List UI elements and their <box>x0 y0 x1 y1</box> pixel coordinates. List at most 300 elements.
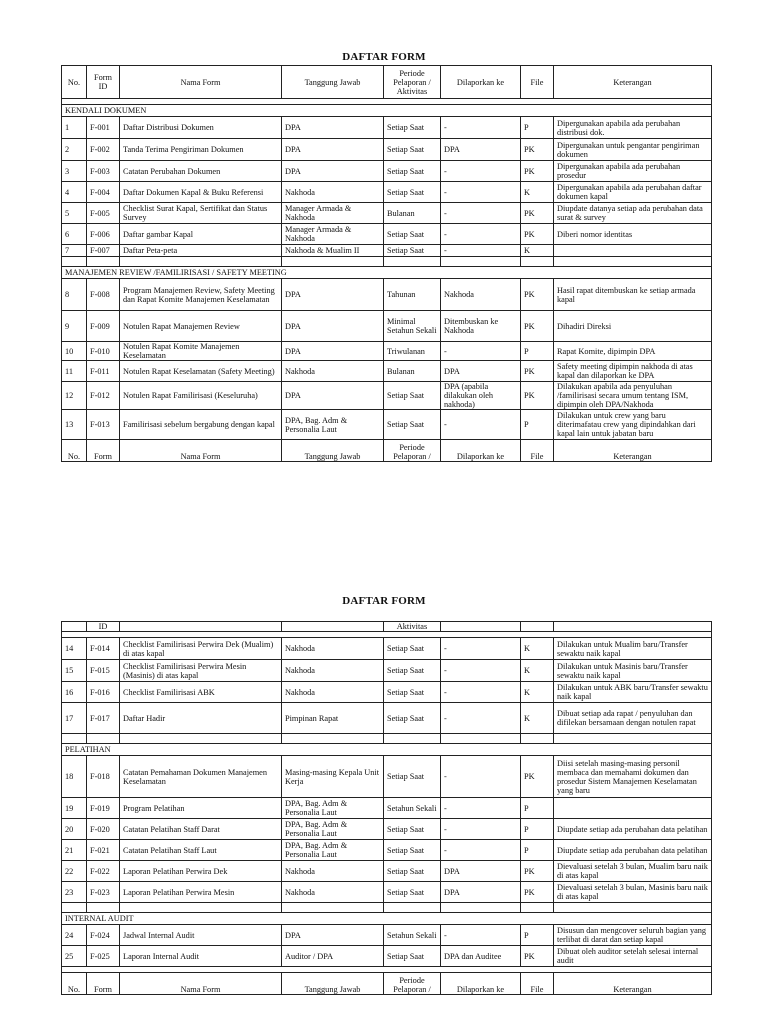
cell-tanggung-jawab: DPA, Bag. Adm & Personalia Laut <box>282 819 384 840</box>
cell-file: P <box>521 819 554 840</box>
cell-periode: Minimal Setahun Sekali <box>384 311 441 342</box>
cell-tanggung-jawab: DPA, Bag. Adm & Personalia Laut <box>282 798 384 819</box>
page-title-2: DAFTAR FORM <box>342 595 426 607</box>
cell-file: PK <box>521 882 554 903</box>
cell-nama-form: Catatan Pemahaman Dokumen Manajemen Keselamatan <box>120 756 282 798</box>
cell-tanggung-jawab: Manager Armada & Nakhoda <box>282 224 384 245</box>
section-title: MANAJEMEN REVIEW /FAMILIRISASI / SAFETY MEETING <box>62 267 712 279</box>
cell-no: 11 <box>62 361 87 382</box>
cell-keterangan <box>554 245 712 257</box>
cell-form-id: F-009 <box>87 311 120 342</box>
cell-form-id: F-015 <box>87 660 120 682</box>
cell-dilaporkan-ke: DPA <box>441 361 521 382</box>
cell-dilaporkan-ke: - <box>441 203 521 224</box>
cell-dilaporkan-ke: - <box>441 819 521 840</box>
cell-dilaporkan-ke: - <box>441 756 521 798</box>
cell-keterangan: Dihadiri Direksi <box>554 311 712 342</box>
cell-periode: Setiap Saat <box>384 161 441 182</box>
cell-periode: Setiap Saat <box>384 410 441 440</box>
cell-form-id: F-024 <box>87 925 120 946</box>
cell-no: 7 <box>62 245 87 257</box>
cell-form-id: F-017 <box>87 703 120 734</box>
cell-nama-form: Catatan Pelatihan Staff Laut <box>120 840 282 861</box>
cell-periode: Setiap Saat <box>384 224 441 245</box>
cell-keterangan: Dipergunakan apabila ada perubahan prosedur <box>554 161 712 182</box>
cell-no: 18 <box>62 756 87 798</box>
table-row <box>62 682 712 703</box>
table-row <box>62 840 712 861</box>
cell-tanggung-jawab: Manager Armada & Nakhoda <box>282 203 384 224</box>
cell-dilaporkan-ke: DPA <box>441 139 521 161</box>
footer-nama-form: Nama Form <box>120 973 282 995</box>
cell-form-id: F-005 <box>87 203 120 224</box>
cell-dilaporkan-ke: - <box>441 682 521 703</box>
header-keterangan <box>554 622 712 632</box>
table-row <box>62 182 712 203</box>
table-row <box>62 311 712 342</box>
cell-no: 2 <box>62 139 87 161</box>
table-row <box>62 279 712 311</box>
section-header <box>62 913 712 925</box>
cell-nama-form: Checklist Surat Kapal, Sertifikat dan Status Survey <box>120 203 282 224</box>
cell-no: 15 <box>62 660 87 682</box>
table-row <box>62 756 712 798</box>
page-title-1: DAFTAR FORM <box>342 51 426 63</box>
cell-tanggung-jawab: Auditor / DPA <box>282 946 384 967</box>
cell-file: PK <box>521 161 554 182</box>
section-header <box>62 744 712 756</box>
cell-dilaporkan-ke: - <box>441 703 521 734</box>
blank-cell <box>282 903 384 913</box>
cell-tanggung-jawab: Nakhoda <box>282 638 384 660</box>
form-table-1 <box>61 65 712 462</box>
blank-cell <box>87 734 120 744</box>
header-nama-form <box>120 622 282 632</box>
blank-cell <box>441 257 521 267</box>
cell-dilaporkan-ke: - <box>441 798 521 819</box>
cell-file: PK <box>521 224 554 245</box>
blank-row <box>62 257 712 267</box>
cell-keterangan: Diisi setelah masing-masing personil membaca dan memahami dokumen dan prosedur Sistem Manajemen Keselamatan yang baru <box>554 756 712 798</box>
table-row <box>62 819 712 840</box>
cell-dilaporkan-ke: Nakhoda <box>441 279 521 311</box>
cell-no: 5 <box>62 203 87 224</box>
footer-keterangan: Keterangan <box>554 440 712 462</box>
cell-tanggung-jawab: DPA <box>282 925 384 946</box>
table-footer-header <box>62 440 712 462</box>
cell-file: PK <box>521 756 554 798</box>
header-form-id: Form ID <box>87 66 120 99</box>
cell-tanggung-jawab: DPA <box>282 311 384 342</box>
cell-file: PK <box>521 139 554 161</box>
table-row <box>62 342 712 361</box>
cell-tanggung-jawab: DPA <box>282 342 384 361</box>
cell-file: P <box>521 117 554 139</box>
header-no: No. <box>62 66 87 99</box>
footer-file: File <box>521 440 554 462</box>
table-row <box>62 410 712 440</box>
section-header <box>62 267 712 279</box>
table-row <box>62 203 712 224</box>
cell-file: PK <box>521 361 554 382</box>
cell-keterangan: Diupdate setiap ada perubahan data pelatihan <box>554 819 712 840</box>
cell-periode: Setiap Saat <box>384 819 441 840</box>
cell-nama-form: Checklist Familirisasi Perwira Dek (Mualim) di atas kapal <box>120 638 282 660</box>
cell-keterangan: Safety meeting dipimpin nakhoda di atas kapal dan dilaporkan ke DPA <box>554 361 712 382</box>
cell-no: 3 <box>62 161 87 182</box>
cell-file: PK <box>521 203 554 224</box>
cell-keterangan: Dipergunakan apabila ada perubahan daftar dokumen kapal <box>554 182 712 203</box>
cell-no: 21 <box>62 840 87 861</box>
blank-cell <box>521 734 554 744</box>
cell-tanggung-jawab: Nakhoda <box>282 882 384 903</box>
cell-keterangan: Rapat Komite, dipimpin DPA <box>554 342 712 361</box>
cell-keterangan: Dibuat setiap ada rapat / penyuluhan dan difilekan bersamaan dengan notulen rapat <box>554 703 712 734</box>
footer-no: No. <box>62 973 87 995</box>
blank-cell <box>441 734 521 744</box>
cell-tanggung-jawab: Masing-masing Kepala Unit Kerja <box>282 756 384 798</box>
cell-no: 23 <box>62 882 87 903</box>
blank-cell <box>554 734 712 744</box>
footer-form: Form <box>87 440 120 462</box>
section-title: INTERNAL AUDIT <box>62 913 712 925</box>
header-tanggung-jawab: Tanggung Jawab <box>282 66 384 99</box>
cell-periode: Setahun Sekali <box>384 798 441 819</box>
cell-file: PK <box>521 279 554 311</box>
cell-keterangan: Hasil rapat ditembuskan ke setiap armada kapal <box>554 279 712 311</box>
cell-tanggung-jawab: Pimpinan Rapat <box>282 703 384 734</box>
cell-file: PK <box>521 861 554 882</box>
blank-cell <box>120 257 282 267</box>
cell-keterangan: Dievaluasi setelah 3 bulan, Masinis baru naik di atas kapal <box>554 882 712 903</box>
section-title: KENDALI DOKUMEN <box>62 105 712 117</box>
table-row <box>62 245 712 257</box>
blank-cell <box>282 257 384 267</box>
cell-periode: Setiap Saat <box>384 946 441 967</box>
table-header-continued <box>62 622 712 632</box>
cell-no: 12 <box>62 382 87 410</box>
cell-file: K <box>521 660 554 682</box>
cell-no: 10 <box>62 342 87 361</box>
cell-file: K <box>521 703 554 734</box>
cell-keterangan: Disusun dan mengcover seluruh bagian yang terlibat di darat dan setiap kapal <box>554 925 712 946</box>
blank-cell <box>441 903 521 913</box>
cell-form-id: F-001 <box>87 117 120 139</box>
cell-dilaporkan-ke: - <box>441 638 521 660</box>
cell-periode: Setiap Saat <box>384 638 441 660</box>
table-row <box>62 798 712 819</box>
cell-keterangan: Diupdate datanya setiap ada perubahan data surat & survey <box>554 203 712 224</box>
cell-file: P <box>521 925 554 946</box>
table-row <box>62 117 712 139</box>
cell-nama-form: Laporan Pelatihan Perwira Mesin <box>120 882 282 903</box>
cell-tanggung-jawab: Nakhoda <box>282 361 384 382</box>
cell-nama-form: Notulen Rapat Manajemen Review <box>120 311 282 342</box>
cell-periode: Setiap Saat <box>384 382 441 410</box>
blank-cell <box>384 734 441 744</box>
cell-nama-form: Notulen Rapat Komite Manajemen Keselamatan <box>120 342 282 361</box>
cell-nama-form: Laporan Internal Audit <box>120 946 282 967</box>
table-row <box>62 382 712 410</box>
cell-nama-form: Notulen Rapat Familirisasi (Keseluruha) <box>120 382 282 410</box>
cell-nama-form: Program Pelatihan <box>120 798 282 819</box>
cell-nama-form: Checklist Familirisasi Perwira Mesin (Masinis) di atas kapal <box>120 660 282 682</box>
cell-form-id: F-012 <box>87 382 120 410</box>
cell-file: K <box>521 245 554 257</box>
cell-tanggung-jawab: DPA, Bag. Adm & Personalia Laut <box>282 840 384 861</box>
cell-nama-form: Notulen Rapat Keselamatan (Safety Meeting) <box>120 361 282 382</box>
header-keterangan: Keterangan <box>554 66 712 99</box>
footer-nama-form: Nama Form <box>120 440 282 462</box>
table-footer-header <box>62 973 712 995</box>
cell-no: 24 <box>62 925 87 946</box>
cell-dilaporkan-ke: DPA <box>441 861 521 882</box>
cell-tanggung-jawab: DPA, Bag. Adm & Personalia Laut <box>282 410 384 440</box>
blank-cell <box>282 734 384 744</box>
cell-nama-form: Laporan Pelatihan Perwira Dek <box>120 861 282 882</box>
cell-dilaporkan-ke: - <box>441 410 521 440</box>
section-header <box>62 105 712 117</box>
cell-keterangan: Dipergunakan apabila ada perubahan distribusi dok. <box>554 117 712 139</box>
blank-cell <box>87 903 120 913</box>
footer-dilaporkan-ke: Dilaporkan ke <box>441 973 521 995</box>
footer-periode: Periode Pelaporan / <box>384 440 441 462</box>
cell-file: K <box>521 638 554 660</box>
cell-periode: Setiap Saat <box>384 117 441 139</box>
header-aktivitas: Aktivitas <box>384 622 441 632</box>
cell-periode: Triwulanan <box>384 342 441 361</box>
footer-form: Form <box>87 973 120 995</box>
cell-no: 19 <box>62 798 87 819</box>
blank-cell <box>521 257 554 267</box>
cell-form-id: F-022 <box>87 861 120 882</box>
cell-dilaporkan-ke: - <box>441 342 521 361</box>
cell-no: 14 <box>62 638 87 660</box>
header-id: ID <box>87 622 120 632</box>
cell-nama-form: Daftar Peta-peta <box>120 245 282 257</box>
cell-file: P <box>521 840 554 861</box>
footer-file: File <box>521 973 554 995</box>
cell-nama-form: Program Manajemen Review, Safety Meeting dan Rapat Komite Manajemen Keselamatan <box>120 279 282 311</box>
cell-tanggung-jawab: DPA <box>282 382 384 410</box>
cell-form-id: F-019 <box>87 798 120 819</box>
cell-nama-form: Checklist Familirisasi ABK <box>120 682 282 703</box>
table-row <box>62 139 712 161</box>
cell-nama-form: Tanda Terima Pengiriman Dokumen <box>120 139 282 161</box>
header-file: File <box>521 66 554 99</box>
cell-form-id: F-007 <box>87 245 120 257</box>
cell-file: PK <box>521 946 554 967</box>
cell-nama-form: Daftar Dokumen Kapal & Buku Referensi <box>120 182 282 203</box>
blank-cell <box>62 734 87 744</box>
cell-keterangan: Diberi nomor identitas <box>554 224 712 245</box>
cell-no: 22 <box>62 861 87 882</box>
cell-no: 4 <box>62 182 87 203</box>
cell-file: P <box>521 342 554 361</box>
blank-cell <box>384 257 441 267</box>
cell-form-id: F-004 <box>87 182 120 203</box>
cell-file: K <box>521 182 554 203</box>
cell-nama-form: Daftar gambar Kapal <box>120 224 282 245</box>
cell-nama-form: Daftar Distribusi Dokumen <box>120 117 282 139</box>
cell-periode: Setiap Saat <box>384 660 441 682</box>
cell-form-id: F-020 <box>87 819 120 840</box>
cell-form-id: F-008 <box>87 279 120 311</box>
cell-tanggung-jawab: Nakhoda <box>282 861 384 882</box>
cell-form-id: F-002 <box>87 139 120 161</box>
cell-periode: Tahunan <box>384 279 441 311</box>
cell-keterangan: Diupdate setiap ada perubahan data pelatihan <box>554 840 712 861</box>
cell-tanggung-jawab: DPA <box>282 139 384 161</box>
cell-no: 20 <box>62 819 87 840</box>
header-dilaporkan-ke: Dilaporkan ke <box>441 66 521 99</box>
blank-cell <box>554 257 712 267</box>
header-file <box>521 622 554 632</box>
cell-tanggung-jawab: Nakhoda & Mualim II <box>282 245 384 257</box>
section-title: PELATIHAN <box>62 744 712 756</box>
cell-dilaporkan-ke: DPA <box>441 882 521 903</box>
table-row <box>62 638 712 660</box>
cell-file: P <box>521 410 554 440</box>
header-tanggung-jawab <box>282 622 384 632</box>
cell-dilaporkan-ke: - <box>441 182 521 203</box>
table-row <box>62 861 712 882</box>
cell-dilaporkan-ke: - <box>441 245 521 257</box>
cell-no: 8 <box>62 279 87 311</box>
cell-no: 1 <box>62 117 87 139</box>
blank-cell <box>521 903 554 913</box>
cell-keterangan: Dilakukan untuk Mualim baru/Transfer sewaktu naik kapal <box>554 638 712 660</box>
blank-cell <box>87 257 120 267</box>
table-header <box>62 66 712 99</box>
cell-periode: Setiap Saat <box>384 756 441 798</box>
cell-form-id: F-011 <box>87 361 120 382</box>
table-row <box>62 925 712 946</box>
cell-dilaporkan-ke: - <box>441 161 521 182</box>
cell-form-id: F-018 <box>87 756 120 798</box>
cell-keterangan: Dilakukan untuk Masinis baru/Transfer sewaktu naik kapal <box>554 660 712 682</box>
table-row <box>62 224 712 245</box>
cell-no: 6 <box>62 224 87 245</box>
footer-dilaporkan-ke: Dilaporkan ke <box>441 440 521 462</box>
cell-tanggung-jawab: DPA <box>282 117 384 139</box>
blank-row <box>62 903 712 913</box>
cell-keterangan: Dibuat oleh auditor setelah selesai internal audit <box>554 946 712 967</box>
footer-keterangan: Keterangan <box>554 973 712 995</box>
footer-tanggung-jawab: Tanggung Jawab <box>282 440 384 462</box>
cell-form-id: F-013 <box>87 410 120 440</box>
blank-cell <box>554 903 712 913</box>
cell-no: 9 <box>62 311 87 342</box>
cell-keterangan: Dilakukan apabila ada penyuluhan /familirisasi secara umum tentang ISM, dipimpin oleh DPA/Nakhoda <box>554 382 712 410</box>
cell-file: PK <box>521 311 554 342</box>
table-row <box>62 703 712 734</box>
cell-tanggung-jawab: DPA <box>282 161 384 182</box>
header-no <box>62 622 87 632</box>
cell-periode: Setahun Sekali <box>384 925 441 946</box>
table-row <box>62 161 712 182</box>
cell-keterangan: Dipergunakan untuk pengantar pengiriman dokumen <box>554 139 712 161</box>
cell-form-id: F-023 <box>87 882 120 903</box>
cell-form-id: F-003 <box>87 161 120 182</box>
cell-dilaporkan-ke: - <box>441 660 521 682</box>
footer-no: No. <box>62 440 87 462</box>
cell-file: PK <box>521 382 554 410</box>
header-periode: Periode Pelaporan / Aktivitas <box>384 66 441 99</box>
cell-dilaporkan-ke: - <box>441 117 521 139</box>
header-nama-form: Nama Form <box>120 66 282 99</box>
cell-periode: Setiap Saat <box>384 861 441 882</box>
cell-no: 13 <box>62 410 87 440</box>
cell-form-id: F-010 <box>87 342 120 361</box>
cell-periode: Bulanan <box>384 203 441 224</box>
cell-dilaporkan-ke: - <box>441 224 521 245</box>
cell-dilaporkan-ke: DPA (apabila dilakukan oleh nakhoda) <box>441 382 521 410</box>
footer-periode: Periode Pelaporan / <box>384 973 441 995</box>
blank-cell <box>62 257 87 267</box>
cell-nama-form: Catatan Perubahan Dokumen <box>120 161 282 182</box>
cell-file: P <box>521 798 554 819</box>
header-dilaporkan-ke <box>441 622 521 632</box>
cell-dilaporkan-ke: DPA dan Auditee <box>441 946 521 967</box>
cell-tanggung-jawab: Nakhoda <box>282 660 384 682</box>
cell-periode: Bulanan <box>384 361 441 382</box>
cell-form-id: F-016 <box>87 682 120 703</box>
cell-dilaporkan-ke: Ditembuskan ke Nakhoda <box>441 311 521 342</box>
form-table-2 <box>61 621 712 995</box>
cell-no: 25 <box>62 946 87 967</box>
blank-cell <box>384 903 441 913</box>
blank-row <box>62 734 712 744</box>
cell-tanggung-jawab: Nakhoda <box>282 682 384 703</box>
cell-tanggung-jawab: DPA <box>282 279 384 311</box>
cell-form-id: F-006 <box>87 224 120 245</box>
blank-cell <box>120 734 282 744</box>
cell-keterangan <box>554 798 712 819</box>
cell-form-id: F-014 <box>87 638 120 660</box>
cell-tanggung-jawab: Nakhoda <box>282 182 384 203</box>
cell-no: 16 <box>62 682 87 703</box>
cell-keterangan: Dilakukan untuk ABK baru/Transfer sewaktu naik kapal <box>554 682 712 703</box>
cell-periode: Setiap Saat <box>384 840 441 861</box>
cell-dilaporkan-ke: - <box>441 925 521 946</box>
table-row <box>62 660 712 682</box>
table-row <box>62 361 712 382</box>
cell-keterangan: Dilakukan untuk crew yang baru diterimafatau crew yang dipindahkan dari kapal lain untuk jabatan baru <box>554 410 712 440</box>
cell-nama-form: Daftar Hadir <box>120 703 282 734</box>
cell-form-id: F-021 <box>87 840 120 861</box>
blank-cell <box>120 903 282 913</box>
cell-periode: Setiap Saat <box>384 882 441 903</box>
cell-file: K <box>521 682 554 703</box>
blank-cell <box>62 903 87 913</box>
table-row <box>62 946 712 967</box>
cell-nama-form: Catatan Pelatihan Staff Darat <box>120 819 282 840</box>
cell-no: 17 <box>62 703 87 734</box>
footer-tanggung-jawab: Tanggung Jawab <box>282 973 384 995</box>
cell-dilaporkan-ke: - <box>441 840 521 861</box>
cell-periode: Setiap Saat <box>384 682 441 703</box>
cell-nama-form: Jadwal Internal Audit <box>120 925 282 946</box>
cell-form-id: F-025 <box>87 946 120 967</box>
cell-nama-form: Familirisasi sebelum bergabung dengan kapal <box>120 410 282 440</box>
cell-periode: Setiap Saat <box>384 139 441 161</box>
cell-periode: Setiap Saat <box>384 182 441 203</box>
table-row <box>62 882 712 903</box>
cell-keterangan: Dievaluasi setelah 3 bulan, Mualim baru naik di atas kapal <box>554 861 712 882</box>
cell-periode: Setiap Saat <box>384 245 441 257</box>
cell-periode: Setiap Saat <box>384 703 441 734</box>
